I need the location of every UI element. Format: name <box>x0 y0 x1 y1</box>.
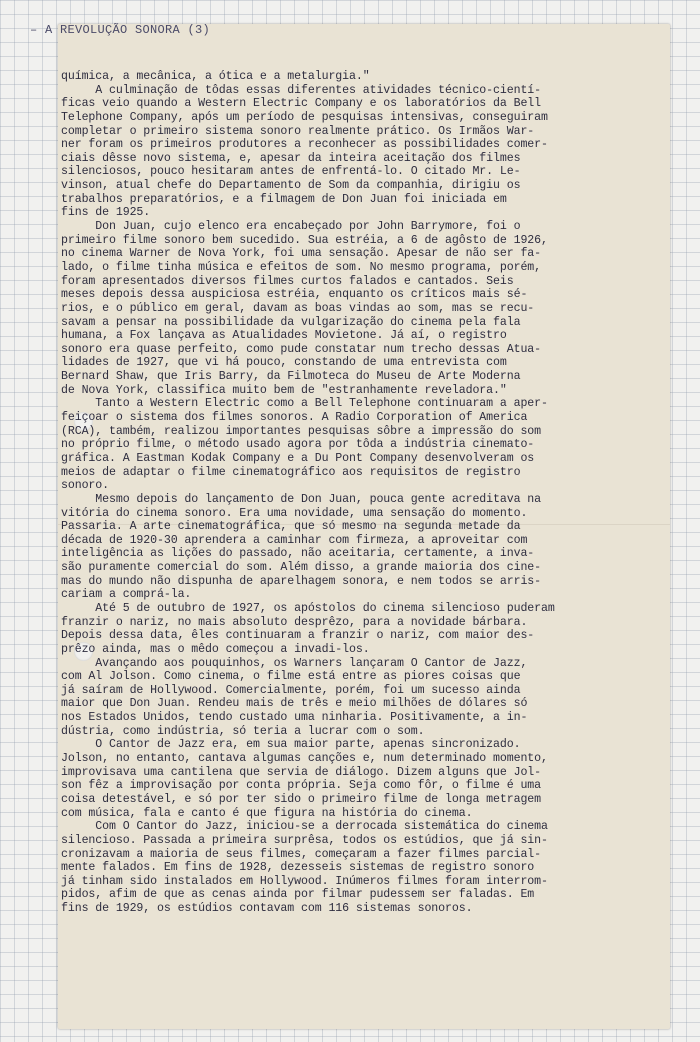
text-line: primeiro filme sonoro bem sucedido. Sua estréia, a 6 de agôsto de 1926, <box>61 233 548 247</box>
text-line: cariam a comprá-la. <box>61 588 192 602</box>
text-line: inteligência as lições do passado, não aceitaria, certamente, a inva- <box>61 547 535 561</box>
text-line: Telephone Company, após um período de pesquisas intensivas, conseguiram <box>61 110 548 124</box>
text-line: rios, e o público em geral, davam as boas vindas ao som, mas se recu- <box>61 301 535 315</box>
text-line: Avançando aos pouquinhos, os Warners lançaram O Cantor de Jazz, <box>61 656 528 670</box>
text-line: ficas veio quando a Western Electric Company e os laboratórios da Bell <box>61 97 542 111</box>
text-line: Passaria. A arte cinematográfica, que só mesmo na segunda metade da <box>61 520 521 534</box>
text-line: Jolson, no entanto, cantava algumas canções e, num determinado momento, <box>61 752 548 766</box>
text-line: franzir o nariz, no mais absoluto desprêzo, para a novidade bárbara. <box>61 615 528 629</box>
text-line: prêzo ainda, mas o mêdo começou a invadi-los. <box>61 642 370 656</box>
text-line: Tanto a Western Electric como a Bell Telephone continuaram a aper- <box>61 397 548 411</box>
text-line: década de 1920-30 aprendera a caminhar com firmeza, a aproveitar com <box>61 533 528 547</box>
page-header: – A REVOLUÇÃO SONORA (3) <box>30 23 211 37</box>
text-line: lado, o filme tinha música e efeitos de som. No mesmo programa, porém, <box>61 260 542 274</box>
text-line: mente falados. Em fins de 1928, dezesseis sistemas de registro sonoro <box>61 861 535 875</box>
text-line: são puramente comercial do som. Além disso, a grande maioria dos cine- <box>61 561 542 575</box>
text-line: já saíram de Hollywood. Comercialmente, porém, foi um sucesso ainda <box>61 683 521 697</box>
text-line: maior que Don Juan. Rendeu mais de três e meio milhões de dólares só <box>61 697 528 711</box>
text-line: son fêz a improvisação por conta própria. Seja como fôr, o filme é uma <box>61 779 542 793</box>
text-line: sonoro. <box>61 479 110 493</box>
text-line: savam a pensar na possibilidade da vulgarização do cinema pela fala <box>61 315 521 329</box>
text-line: Até 5 de outubro de 1927, os apóstolos do cinema silencioso puderam <box>61 601 555 615</box>
text-line: nos Estados Unidos, tendo custado uma ninharia. Positivamente, a in- <box>61 711 528 725</box>
text-line: lidades de 1927, que vi há pouco, constando de uma entrevista com <box>61 356 507 370</box>
text-line: meses depois dessa auspiciosa estréia, enquanto os críticos mais sé- <box>61 288 528 302</box>
text-line: ciais dêsse novo sistema, e, apesar da inteira aceitação dos filmes <box>61 151 521 165</box>
text-line: vinson, atual chefe do Departamento de Som da companhia, dirigiu os <box>61 179 521 193</box>
text-line: coisa detestável, e só por ter sido o primeiro filme de longa metragem <box>61 792 542 806</box>
text-line: improvisava uma cantilena que servia de diálogo. Dizem alguns que Jol- <box>61 765 542 779</box>
text-line: ner foram os primeiros produtores a reconhecer as possibilidades comer- <box>61 138 548 152</box>
text-line: no próprio filme, o método usado agora por tôda a indústria cinemato- <box>61 438 535 452</box>
text-line: feiçoar o sistema dos filmes sonoros. A Radio Corporation of America <box>61 411 528 425</box>
text-line: trabalhos preparatórios, e a filmagem de Don Juan foi iniciada em <box>61 192 507 206</box>
text-line: Depois dessa data, êles continuaram a franzir o nariz, com maior des- <box>61 629 535 643</box>
text-line: gráfica. A Eastman Kodak Company e a Du Pont Company desenvolveram os <box>61 451 535 465</box>
text-line: química, a mecânica, a ótica e a metalurgia." <box>61 70 370 83</box>
text-line: cronizavam a maioria de seus filmes, começaram a fazer filmes parcial- <box>61 847 542 861</box>
text-line: O Cantor de Jazz era, em sua maior parte, apenas sincronizado. <box>61 738 521 752</box>
text-line: no cinema Warner de Nova York, foi uma sensação. Apesar de não ser fa- <box>61 247 542 261</box>
text-line: com Al Jolson. Como cinema, o filme está entre as piores coisas que <box>61 670 521 684</box>
text-line: já tinham sido instalados em Hollywood. Inúmeros filmes foram interrom- <box>61 874 548 888</box>
text-line: com música, fala e canto é que figura na história do cinema. <box>61 806 473 820</box>
text-line: humana, a Fox lançava as Atualidades Movietone. Já aí, o registro <box>61 329 507 343</box>
text-line: silencioso. Passada a primeira surprêsa, todos os estúdios, que já sin- <box>61 833 548 847</box>
text-line: A culminação de tôdas essas diferentes atividades técnico-cientí- <box>61 83 542 97</box>
text-line: vitória do cinema sonoro. Era uma novidade, uma sensação do momento. <box>61 506 528 520</box>
text-line: Com O Cantor do Jazz, iniciou-se a derrocada sistemática do cinema <box>61 820 548 834</box>
text-line: meios de adaptar o filme cinematográfico aos requisitos de registro <box>61 465 521 479</box>
body-text <box>61 70 606 916</box>
text-line: mas do mundo não dispunha de aparelhagem sonora, e nem todos se arris- <box>61 574 542 588</box>
text-line: fins de 1929, os estúdios contavam com 116 sistemas sonoros. <box>61 902 473 916</box>
text-line: de Nova York, classifica muito bem de "estranhamente reveladora." <box>61 383 507 397</box>
text-line: fins de 1925. <box>61 206 151 220</box>
text-line: completar o primeiro sistema sonoro realmente prático. Os Irmãos War- <box>61 124 535 138</box>
text-line: (RCA), também, realizou importantes pesquisas sôbre a impressão do som <box>61 424 542 438</box>
text-line: foram apresentados diversos filmes curtos falados e cantados. Seis <box>61 274 514 288</box>
text-line: dústria, como indústria, só teria a lucrar com o som. <box>61 724 425 738</box>
text-line: Mesmo depois do lançamento de Don Juan, pouca gente acreditava na <box>61 492 542 506</box>
text-line: pidos, afim de que as cenas ainda por filmar pudessem ser faladas. Em <box>61 888 535 902</box>
text-line: Bernard Shaw, que Iris Barry, da Filmoteca do Museu de Arte Moderna <box>61 370 521 384</box>
text-line: silenciosos, pouco hesitaram antes de enfrentá-lo. O citado Mr. Le- <box>61 165 521 179</box>
text-line: Don Juan, cujo elenco era encabeçado por John Barrymore, foi o <box>61 220 521 234</box>
text-line: sonoro era quase perfeito, como pude constatar num trecho dessas Atua- <box>61 342 542 356</box>
